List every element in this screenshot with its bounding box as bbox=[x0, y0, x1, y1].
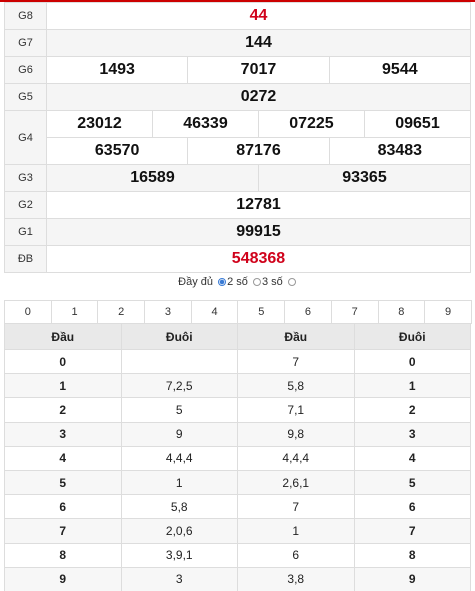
prize-number: 23012 bbox=[47, 111, 153, 138]
row-duoi-end: 3 bbox=[354, 422, 471, 446]
row-duoi: 5,8 bbox=[121, 495, 238, 519]
prize-number: 9544 bbox=[329, 57, 470, 84]
row-dau: 6 bbox=[5, 495, 122, 519]
prize-number: 16589 bbox=[47, 165, 259, 192]
row-dau-list: 5,8 bbox=[238, 374, 355, 398]
prize-label: G6 bbox=[5, 57, 47, 84]
prize-number: 44 bbox=[47, 3, 471, 30]
option-two-label[interactable]: 2 số bbox=[227, 276, 248, 288]
option-full-label[interactable]: Đầy đủ bbox=[178, 276, 214, 288]
col-header-dau-2: Đầu bbox=[238, 324, 355, 350]
prize-number: 83483 bbox=[329, 138, 470, 165]
prize-label: G7 bbox=[5, 30, 47, 57]
row-duoi: 3 bbox=[121, 567, 238, 591]
table-row bbox=[5, 350, 471, 374]
prize-number: 93365 bbox=[258, 165, 470, 192]
prize-number: 548368 bbox=[47, 246, 471, 273]
radio-three-digits[interactable] bbox=[253, 278, 261, 286]
row-dau-list: 9,8 bbox=[238, 422, 355, 446]
digit-filter-8[interactable]: 8 bbox=[378, 301, 425, 324]
row-duoi bbox=[121, 350, 238, 374]
table-row bbox=[5, 398, 471, 422]
digit-filter-1[interactable]: 1 bbox=[51, 301, 98, 324]
row-dau: 1 bbox=[5, 374, 122, 398]
row-duoi: 7,2,5 bbox=[121, 374, 238, 398]
prize-row-g1 bbox=[5, 219, 471, 246]
table-row bbox=[5, 470, 471, 494]
prize-number: 63570 bbox=[47, 138, 188, 165]
row-duoi-end: 8 bbox=[354, 543, 471, 567]
digit-filter-4[interactable]: 4 bbox=[191, 301, 238, 324]
row-dau-list: 2,6,1 bbox=[238, 470, 355, 494]
row-dau: 7 bbox=[5, 519, 122, 543]
dau-duoi-table bbox=[4, 323, 471, 591]
radio-extra[interactable] bbox=[288, 278, 296, 286]
digit-filter-2[interactable]: 2 bbox=[98, 301, 145, 324]
row-duoi: 4,4,4 bbox=[121, 446, 238, 470]
prize-number: 87176 bbox=[188, 138, 329, 165]
row-dau: 5 bbox=[5, 470, 122, 494]
table-row bbox=[5, 495, 471, 519]
row-dau: 8 bbox=[5, 543, 122, 567]
prize-row-g2 bbox=[5, 192, 471, 219]
display-options bbox=[0, 276, 475, 288]
row-duoi: 2,0,6 bbox=[121, 519, 238, 543]
prize-label: G1 bbox=[5, 219, 47, 246]
digit-filter-row bbox=[4, 300, 472, 324]
prize-row-g8 bbox=[5, 3, 471, 30]
table-row bbox=[5, 543, 471, 567]
row-dau: 4 bbox=[5, 446, 122, 470]
row-duoi-end: 0 bbox=[354, 350, 471, 374]
digit-filter-9[interactable]: 9 bbox=[425, 301, 472, 324]
prize-row-g3 bbox=[5, 165, 471, 192]
prize-number: 46339 bbox=[152, 111, 258, 138]
prize-row-special bbox=[5, 246, 471, 273]
table-row bbox=[5, 519, 471, 543]
row-dau-list: 4,4,4 bbox=[238, 446, 355, 470]
prize-label: G3 bbox=[5, 165, 47, 192]
table-row bbox=[5, 446, 471, 470]
prize-label: ĐB bbox=[5, 246, 47, 273]
row-dau-list: 6 bbox=[238, 543, 355, 567]
prize-row-g4 bbox=[5, 111, 471, 138]
prize-number: 12781 bbox=[47, 192, 471, 219]
digit-filter-0[interactable]: 0 bbox=[5, 301, 52, 324]
row-duoi-end: 5 bbox=[354, 470, 471, 494]
row-dau-list: 7 bbox=[238, 495, 355, 519]
row-duoi-end: 6 bbox=[354, 495, 471, 519]
prize-number: 07225 bbox=[258, 111, 364, 138]
row-duoi-end: 7 bbox=[354, 519, 471, 543]
row-dau-list: 1 bbox=[238, 519, 355, 543]
row-duoi: 1 bbox=[121, 470, 238, 494]
row-duoi: 3,9,1 bbox=[121, 543, 238, 567]
row-duoi-end: 9 bbox=[354, 567, 471, 591]
prize-label: G5 bbox=[5, 84, 47, 111]
row-duoi-end: 1 bbox=[354, 374, 471, 398]
row-dau-list: 7,1 bbox=[238, 398, 355, 422]
digit-filter-3[interactable]: 3 bbox=[145, 301, 192, 324]
prize-number: 0272 bbox=[47, 84, 471, 111]
prize-row-g4-second bbox=[5, 138, 471, 165]
col-header-dau: Đầu bbox=[5, 324, 122, 350]
prize-label: G8 bbox=[5, 3, 47, 30]
row-dau: 2 bbox=[5, 398, 122, 422]
prize-label: G2 bbox=[5, 192, 47, 219]
row-duoi: 9 bbox=[121, 422, 238, 446]
prize-number: 99915 bbox=[47, 219, 471, 246]
prize-number: 144 bbox=[47, 30, 471, 57]
col-header-duoi-2: Đuôi bbox=[354, 324, 471, 350]
prize-number: 7017 bbox=[188, 57, 329, 84]
row-dau: 3 bbox=[5, 422, 122, 446]
row-dau: 9 bbox=[5, 567, 122, 591]
table-row bbox=[5, 374, 471, 398]
prize-number: 1493 bbox=[47, 57, 188, 84]
prize-label: G4 bbox=[5, 111, 47, 165]
prize-row-g7 bbox=[5, 30, 471, 57]
results-table bbox=[4, 2, 471, 273]
prize-number: 09651 bbox=[364, 111, 470, 138]
radio-two-digits[interactable] bbox=[218, 278, 226, 286]
prize-row-g6 bbox=[5, 57, 471, 84]
table-row bbox=[5, 567, 471, 591]
digit-filter-7[interactable]: 7 bbox=[331, 301, 378, 324]
prize-row-g5 bbox=[5, 84, 471, 111]
digit-filter-6[interactable]: 6 bbox=[285, 301, 332, 324]
dau-duoi-header bbox=[5, 324, 471, 350]
row-duoi-end: 4 bbox=[354, 446, 471, 470]
row-dau: 0 bbox=[5, 350, 122, 374]
option-three-label[interactable]: 3 số bbox=[261, 276, 283, 288]
row-duoi: 5 bbox=[121, 398, 238, 422]
row-dau-list: 7 bbox=[238, 350, 355, 374]
col-header-duoi: Đuôi bbox=[121, 324, 238, 350]
table-row bbox=[5, 422, 471, 446]
row-dau-list: 3,8 bbox=[238, 567, 355, 591]
row-duoi-end: 2 bbox=[354, 398, 471, 422]
digit-filter-5[interactable]: 5 bbox=[238, 301, 285, 324]
